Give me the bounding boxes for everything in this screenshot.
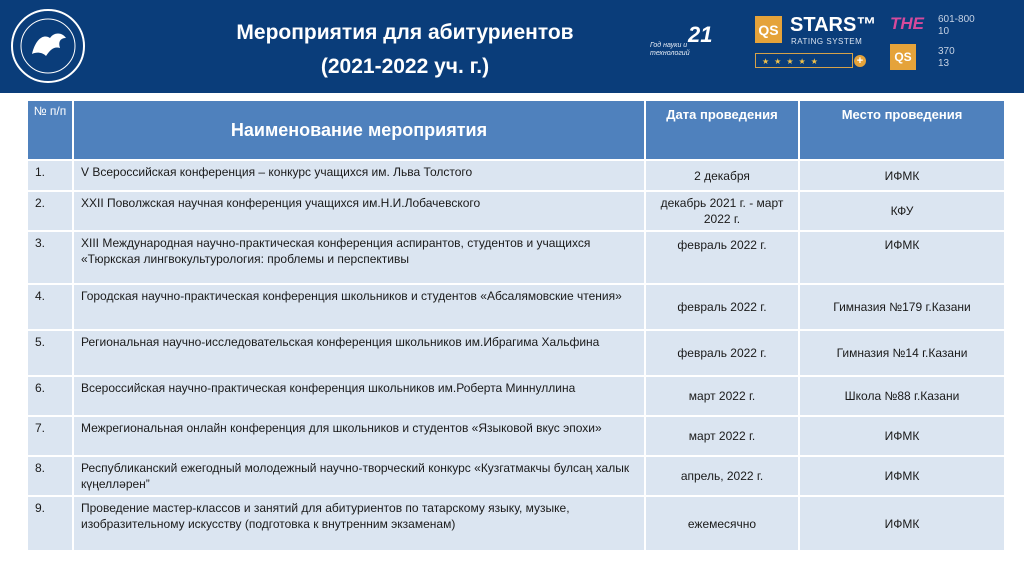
the-logo: THE (890, 14, 924, 33)
row-num: 3. (27, 231, 73, 284)
title-line-1: Мероприятия для абитуриентов (236, 21, 574, 44)
row-place: Гимназия №179 г.Казани (799, 284, 1005, 330)
table-row (27, 376, 1005, 416)
row-num: 2. (27, 191, 73, 231)
university-crest-icon (10, 8, 86, 84)
row-num: 8. (27, 456, 73, 496)
table-row (27, 330, 1005, 376)
rank-qs-subject: 13 (938, 58, 950, 69)
table-row (27, 231, 1005, 284)
row-date: февраль 2022 г. (645, 231, 799, 284)
row-date: декабрь 2021 г. - март 2022 г. (645, 191, 799, 231)
row-place: ИФМК (799, 231, 1005, 284)
row-date: март 2022 г. (645, 416, 799, 456)
row-name: XIII Международная научно-практическая конференция аспирантов, студентов и учащихся «Тюркская лингвокультурология: проблемы и перспективы (73, 231, 645, 284)
header-name: Наименование мероприятия (73, 100, 645, 160)
row-place: ИФМК (799, 456, 1005, 496)
rank-qs-range: 370 (938, 46, 955, 57)
row-date: февраль 2022 г. (645, 330, 799, 376)
row-date: ежемесячно (645, 496, 799, 551)
table-row (27, 456, 1005, 496)
row-place: КФУ (799, 191, 1005, 231)
row-name: Проведение мастер-классов и занятий для абитуриентов по татарскому языку, музыке, изобразительному искусству (подготовка к внутренним экзаменам) (73, 496, 645, 551)
row-name: V Всероссийская конференция – конкурс учащихся им. Льва Толстого (73, 160, 645, 191)
row-date: февраль 2022 г. (645, 284, 799, 330)
row-name: Межрегиональная онлайн конференция для школьников и студентов «Языковой вкус эпохи» (73, 416, 645, 456)
events-table (26, 99, 1004, 561)
row-num: 1. (27, 160, 73, 191)
row-place: ИФМК (799, 496, 1005, 551)
logo21-tagline: Год науки и технологий (650, 42, 690, 57)
row-name: Всероссийская научно-практическая конференция школьников им.Роберта Миннуллина (73, 376, 645, 416)
row-name: Республиканский ежегодный молодежный научно-творческий конкурс «Кузгатмакчы булсаң халык күңелләрен” (73, 456, 645, 496)
qs-logo: QS (755, 16, 782, 43)
table-row (27, 416, 1005, 456)
table-row (27, 496, 1005, 551)
row-place: Школа №88 г.Казани (799, 376, 1005, 416)
stars-rating-icon: ★★★★★ (755, 53, 853, 68)
row-place: ИФМК (799, 416, 1005, 456)
row-num: 6. (27, 376, 73, 416)
stars-title: STARS™ (790, 14, 877, 36)
row-date: апрель, 2022 г. (645, 456, 799, 496)
header-bar (0, 0, 1024, 93)
stars-subtitle: RATING SYSTEM (791, 37, 863, 46)
table-header-row (27, 100, 1005, 160)
row-num: 7. (27, 416, 73, 456)
row-date: 2 декабря (645, 160, 799, 191)
row-num: 4. (27, 284, 73, 330)
table-row (27, 160, 1005, 191)
plus-icon: + (854, 55, 866, 67)
row-num: 9. (27, 496, 73, 551)
table-row (27, 284, 1005, 330)
header-date: Дата проведения (645, 100, 799, 160)
row-name: XXII Поволжская научная конференция учащихся им.Н.И.Лобачевского (73, 191, 645, 231)
row-date: март 2022 г. (645, 376, 799, 416)
rank-the-range: 601-800 (938, 14, 975, 25)
page-title (150, 16, 660, 84)
rank-the-subject: 10 (938, 26, 950, 37)
logo21-number: 21 (688, 22, 713, 47)
row-place: Гимназия №14 г.Казани (799, 330, 1005, 376)
title-line-2: (2021-2022 уч. г.) (320, 55, 490, 78)
qs-ranking-logo: QS (890, 44, 916, 70)
row-name: Городская научно-практическая конференция школьников и студентов «Абсалямовские чтения» (73, 284, 645, 330)
year-of-science-logo (650, 20, 720, 70)
row-name: Региональная научно-исследовательская конференция школьников им.Ибрагима Хальфина (73, 330, 645, 376)
header-num: № п/п (27, 100, 73, 160)
row-place: ИФМК (799, 160, 1005, 191)
table-row (27, 191, 1005, 231)
header-place: Место проведения (799, 100, 1005, 160)
row-num: 5. (27, 330, 73, 376)
